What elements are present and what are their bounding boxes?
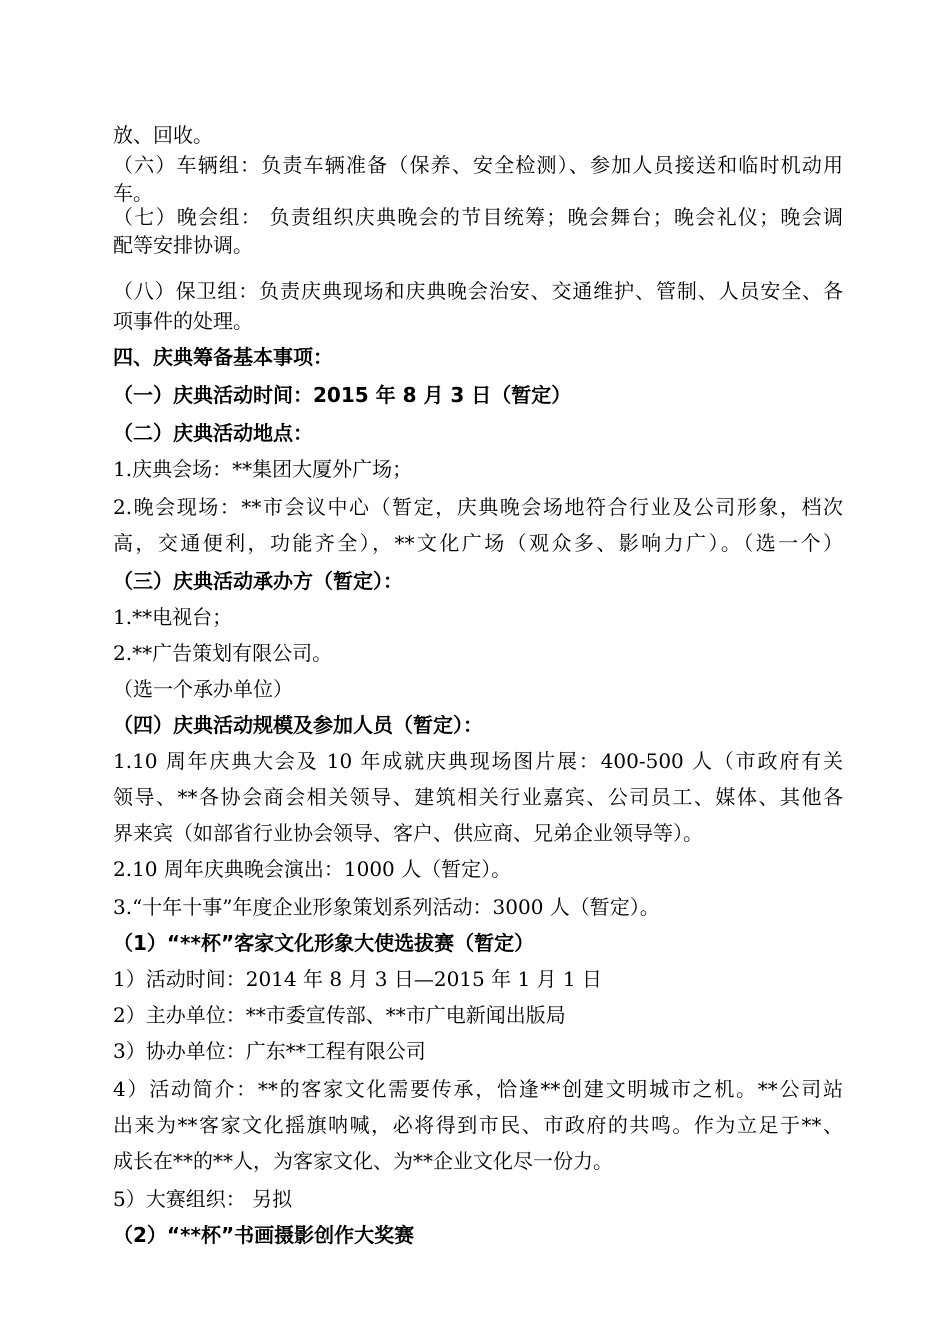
paragraph-line: 1.庆典会场：**集团大厦外广场；	[113, 457, 413, 481]
paragraph-line: 项事件的处理。	[113, 309, 253, 333]
paragraph-line: 5）大赛组织： 另拟	[113, 1187, 293, 1211]
section-heading: （二）庆典活动地点：	[113, 421, 313, 445]
paragraph-line: 成长在**的**人，为客家文化、为**企业文化尽一份力。	[113, 1149, 613, 1173]
section-heading: （一）庆典活动时间：2015 年 8 月 3 日（暂定）	[113, 383, 572, 407]
paragraph-line: 3）协办单位：广东**工程有限公司	[113, 1039, 426, 1063]
section-heading: （1）“**杯”客家文化形象大使选拔赛（暂定）	[113, 931, 535, 955]
paragraph-line: （八）保卫组：负责庆典现场和庆典晚会治安、交通维护、管制、人员安全、各	[113, 279, 843, 303]
paragraph-line: 界来宾（如部省行业协会领导、客户、供应商、兄弟企业领导等）。	[113, 821, 703, 845]
paragraph-line: 1）活动时间：2014 年 8 月 3 日—2015 年 1 月 1 日	[113, 967, 602, 991]
paragraph-line: 1.10 周年庆典大会及 10 年成就庆典现场图片展：400-500 人（市政府有关	[113, 749, 843, 773]
paragraph-line: 2.10 周年庆典晚会演出：1000 人（暂定）。	[113, 857, 512, 881]
paragraph-line: （选一个承办单位）	[113, 677, 293, 701]
paragraph-line: 出来为**客家文化摇旗呐喊，必将得到市民、市政府的共鸣。作为立足于**、	[113, 1113, 843, 1137]
paragraph-line: 高，交通便利，功能齐全），**文化广场（观众多、影响力广）。（选一个）	[113, 531, 843, 555]
paragraph-line: 4）活动简介：**的客家文化需要传承，恰逢**创建文明城市之机。**公司站	[113, 1077, 843, 1101]
paragraph-line: 车。	[113, 181, 153, 205]
section-heading: 四、庆典筹备基本事项：	[113, 345, 333, 369]
section-heading: （四）庆典活动规模及参加人员（暂定）：	[113, 713, 483, 737]
section-heading: （2）“**杯”书画摄影创作大奖赛	[113, 1223, 415, 1247]
paragraph-line: 2.**广告策划有限公司。	[113, 641, 333, 665]
paragraph-line: 2.晚会现场：**市会议中心（暂定，庆典晚会场地符合行业及公司形象，档次	[113, 495, 843, 519]
paragraph-line: 领导、**各协会商会相关领导、建筑相关行业嘉宾、公司员工、媒体、其他各	[113, 785, 843, 809]
paragraph-line: 放、回收。	[113, 123, 213, 147]
paragraph-line: 2）主办单位：**市委宣传部、**市广电新闻出版局	[113, 1003, 566, 1027]
paragraph-line: （六）车辆组：负责车辆准备（保养、安全检测）、参加人员接送和临时机动用	[113, 153, 843, 177]
section-heading: （三）庆典活动承办方（暂定）：	[113, 569, 403, 593]
paragraph-line: 3.“十年十事”年度企业形象策划系列活动：3000 人（暂定）。	[113, 895, 660, 919]
paragraph-line: 1.**电视台；	[113, 605, 233, 629]
paragraph-line: （七）晚会组： 负责组织庆典晚会的节目统筹；晚会舞台；晚会礼仪；晚会调	[113, 205, 843, 229]
paragraph-line: 配等安排协调。	[113, 233, 253, 257]
